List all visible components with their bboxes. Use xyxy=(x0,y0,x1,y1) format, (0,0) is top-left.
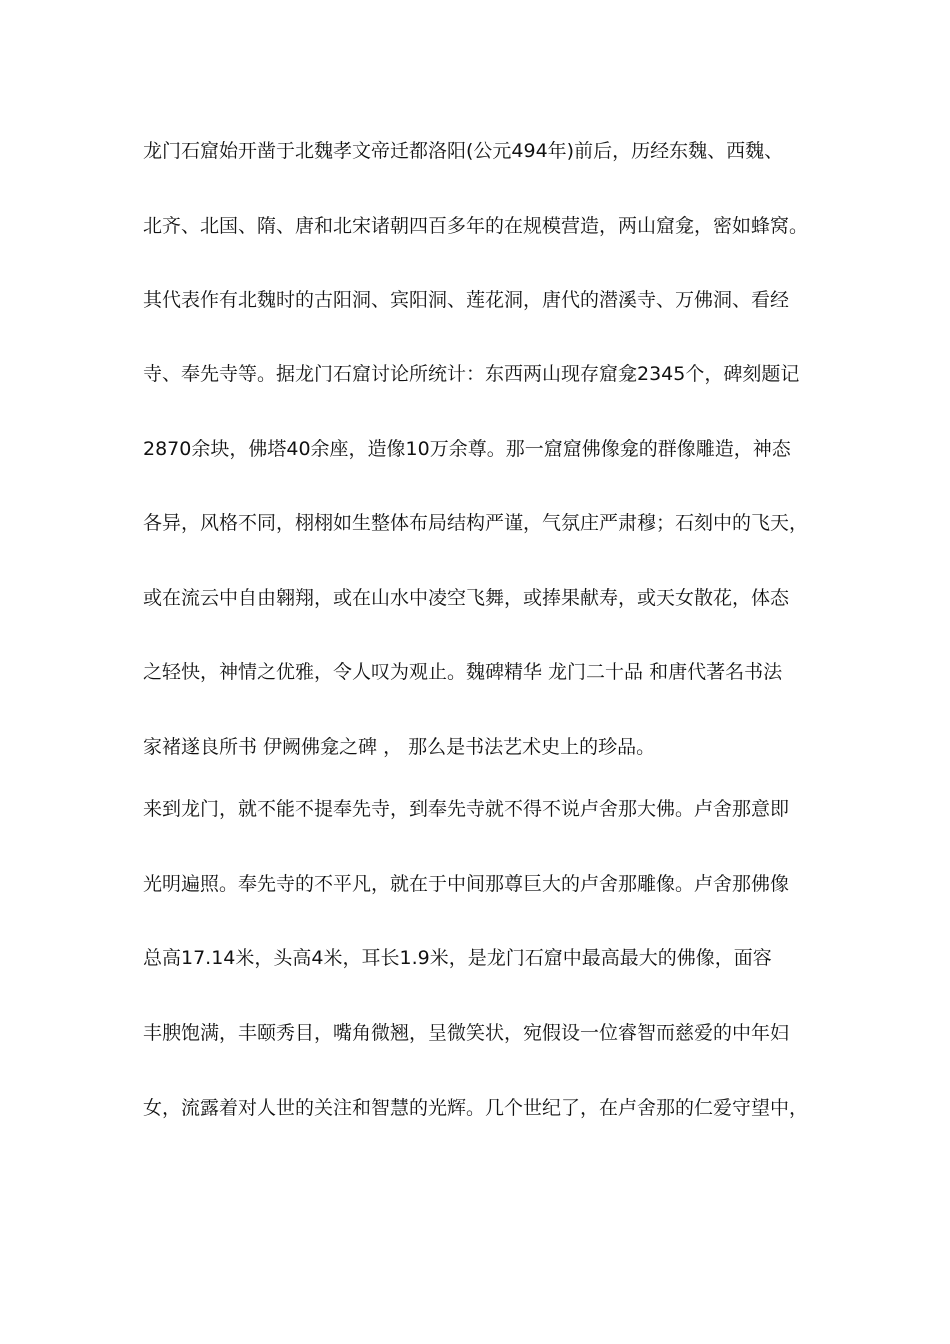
text-line: 北齐、北国、隋、唐和北宋诸朝四百多年的在规模营造，两山窟龛，密如蜂窝。 xyxy=(143,215,809,237)
text-line: 女，流露着对人世的关注和智慧的光辉。几个世纪了，在卢舍那的仁爱守望中， xyxy=(143,1097,809,1119)
text-line: 家褚遂良所书 伊阙佛龛之碑 ， 那么是书法艺术史上的珍品。 xyxy=(143,736,656,758)
text-line: 各异，风格不同，栩栩如生整体布局结构严谨，气氛庄严肃穆；石刻中的飞天， xyxy=(143,512,809,534)
text-line: 来到龙门，就不能不提奉先寺，到奉先寺就不得不说卢舍那大佛。卢舍那意即 xyxy=(143,798,790,820)
text-line: 光明遍照。奉先寺的不平凡，就在于中间那尊巨大的卢舍那雕像。卢舍那佛像 xyxy=(143,873,790,895)
text-line: 寺、奉先寺等。据龙门石窟讨论所统计：东西两山现存窟龛2345个，碑刻题记 xyxy=(143,363,800,385)
text-line: 2870余块，佛塔40余座，造像10万余尊。那一窟窟佛像龛的群像雕造，神态 xyxy=(143,438,791,460)
text-line: 之轻快，神情之优雅，令人叹为观止。魏碑精华 龙门二十品 和唐代著名书法 xyxy=(143,661,783,683)
text-line: 丰腴饱满，丰颐秀目，嘴角微翘，呈微笑状，宛假设一位睿智而慈爱的中年妇 xyxy=(143,1022,790,1044)
text-line: 龙门石窟始开凿于北魏孝文帝迁都洛阳(公元494年)前后，历经东魏、西魏、 xyxy=(143,140,784,162)
text-line: 或在流云中自由翱翔，或在山水中凌空飞舞，或捧果献寿，或天女散花，体态 xyxy=(143,587,790,609)
text-line: 其代表作有北魏时的古阳洞、宾阳洞、莲花洞，唐代的潜溪寺、万佛洞、看经 xyxy=(143,289,790,311)
text-line: 总高17.14米，头高4米，耳长1.9米，是龙门石窟中最高最大的佛像，面容 xyxy=(143,947,772,969)
